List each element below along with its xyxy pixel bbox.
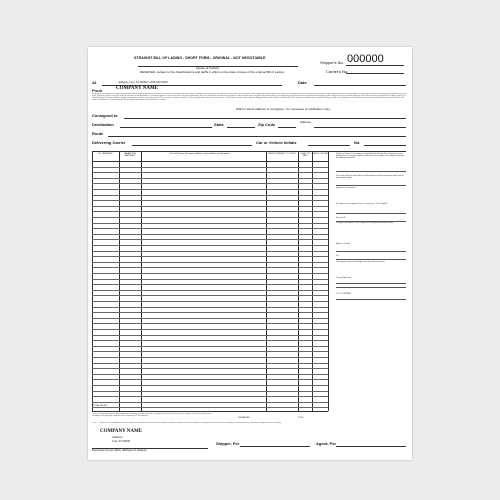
table-row[interactable] <box>92 307 328 308</box>
side-note-line[interactable] <box>336 251 406 252</box>
table-row[interactable] <box>92 195 328 196</box>
total-pieces-label: TOTAL PIECES <box>93 405 108 407</box>
destination-label: Destination <box>92 122 114 127</box>
from-address: Address, City, ST 00000 1-000-000-0000 <box>118 80 168 84</box>
column-header-packages: NO. PACKAGES <box>98 153 113 155</box>
consigned-label: Consigned to <box>92 113 118 118</box>
column-header-hazardous: HAZARDOUS MATERIALS <box>124 153 136 158</box>
table-row[interactable] <box>92 340 328 341</box>
bottom-address-2: City, ST 00000 <box>112 439 131 443</box>
table-row[interactable] <box>92 368 328 369</box>
received-text: RECEIVED, subject to the classifications and tariffs in effect on the date of issue of this original Bill of Lading. <box>140 70 285 74</box>
from-label: From <box>92 88 102 93</box>
table-row[interactable] <box>92 206 328 207</box>
shippers-no-value: 000000 <box>347 53 384 65</box>
table-row[interactable] <box>92 172 328 173</box>
table-row[interactable] <box>92 357 328 358</box>
table-row[interactable] <box>92 211 328 212</box>
side-note: If charges are to be prepaid, write or stamp here, "To be Prepaid." <box>336 203 389 205</box>
terms-fine-print: the property described below, in apparent good order, except as noted (contents and condition of contents of packages unknown), marked, consigned, and destined as indicated below, which said carrier (the word carrier being understood throughout this contract as meaning any person or corporation in possession of the property under the contract) agrees to carry to its usual place of delivery at said destination, if on its route, otherwise to deliver to another carrier on the route to said destination. It is mutually agreed, as to each carrier of all or any of said property over all or any portion of said route to destination, and as to each party at any time interested in all or any of said property, that every service to be performed hereunder shall be subject to all the terms and conditions of the Uniform Domestic Straight Bill of Lading set forth (1) in Official, Southern, Western and Illinois Freight Classifications in effect on the date hereof, if this is a rail or a rail-water shipment, or (2) in the applicable motor carrier classification or tariff if this is a motor carrier shipment. Shipper hereby certifies that he is familiar with all the terms and conditions of the said bill of lading, set forth in the classification or tariff which governs the transportation of this shipment, and the said terms and conditions are hereby agreed to by the shipper and accepted for himself and his assigns. <box>92 93 406 102</box>
table-row[interactable] <box>92 183 328 184</box>
table-row[interactable] <box>92 396 328 397</box>
table-row[interactable] <box>92 217 328 218</box>
zip-label: Zip Code <box>258 122 276 127</box>
date-label: Date <box>298 80 307 85</box>
table-row[interactable] <box>92 312 328 313</box>
table-row[interactable] <box>92 335 328 336</box>
signature-label: SIGNATURE <box>238 417 250 419</box>
table-row[interactable] <box>92 273 328 274</box>
table-row[interactable] <box>92 379 328 380</box>
table-row[interactable] <box>92 223 328 224</box>
table-row[interactable] <box>92 329 328 330</box>
side-note-line[interactable] <box>336 171 406 172</box>
table-row[interactable] <box>92 385 328 386</box>
column-header-weight: WEIGHT (SUBJECT TO CORR.) <box>268 153 296 155</box>
side-note-line[interactable] <box>336 299 406 300</box>
car-vehicle-label: Car or Vehicle Initials <box>256 140 297 145</box>
side-note-line[interactable] <box>336 259 406 260</box>
carriers-no-label: Carrier's No. <box>326 69 349 74</box>
side-note: (Signature of Consignor) <box>336 187 356 189</box>
side-note: Subject to Section 7 of conditions of applicable bill of lading, if this shipment is to be delivered to the consignee without recourse on the consignor, the consignor shall sign the following statement: <box>336 153 405 160</box>
table-row[interactable] <box>92 228 328 229</box>
table-row[interactable] <box>92 251 328 252</box>
title-label: TITLE <box>298 417 304 419</box>
table-row[interactable] <box>92 262 328 263</box>
bottom-address-1: Address, <box>112 435 123 439</box>
company-name: COMPANY NAME <box>116 86 159 91</box>
bill-of-lading-sheet <box>88 47 412 460</box>
address-small-label: Address <box>300 120 312 124</box>
at-label: At <box>92 80 97 85</box>
table-row[interactable] <box>92 351 328 352</box>
delivering-carrier-label: Delivering Carrier <box>92 140 126 145</box>
shipper-per-label: Shipper, Per <box>216 441 240 446</box>
table-row[interactable] <box>92 178 328 179</box>
table-row[interactable] <box>92 301 328 302</box>
column-header-class: CLASS OR RATE <box>300 153 310 158</box>
table-row[interactable] <box>92 189 328 190</box>
side-note: Charges Advanced: <box>336 277 352 279</box>
state-label: State <box>214 122 224 127</box>
side-note: (The signature here acknowledges only the amount prepaid.) <box>336 261 385 263</box>
side-note: to apply in prepayment of the charges on the property described hereon. <box>336 222 394 224</box>
table-row[interactable] <box>92 284 328 285</box>
table-row[interactable] <box>92 239 328 240</box>
document-title: STRAIGHT BILL OF LADING - SHORT FORM - ORIGINAL - NOT NEGOTIABLE <box>134 56 266 60</box>
side-note-line[interactable] <box>336 185 406 186</box>
table-row[interactable] <box>92 363 328 364</box>
side-note: C.O.D. SHIPMENT <box>336 293 352 295</box>
table-row[interactable] <box>92 402 328 403</box>
side-note-line[interactable] <box>336 213 406 214</box>
mail-note: (Mail or street address of consignee - For purposes of notification only.) <box>236 107 331 111</box>
table-row[interactable] <box>92 318 328 319</box>
table-row[interactable] <box>92 279 328 280</box>
table-row[interactable] <box>92 167 328 168</box>
side-note: Per <box>336 255 339 257</box>
table-row[interactable] <box>92 374 328 375</box>
column-header-description: Kind of Package, Description of Articles, Special Marks, and Exceptions <box>170 153 230 155</box>
table-row[interactable] <box>92 245 328 246</box>
side-note-line[interactable] <box>336 287 406 288</box>
side-note-line[interactable] <box>336 283 406 284</box>
side-note: The carrier shall not make delivery of this shipment without payment of freight and all other lawful charges. <box>336 175 404 180</box>
note-fine-print: NOTE — Where the rate is dependent on value, shippers are required to state specifically in writing the agreed or declared value of the property. The agreed or declared value of the property is hereby specifically stated by the shipper to be not exceeding <box>92 422 281 424</box>
shippers-no-label: Shipper's No. <box>320 60 344 65</box>
table-row[interactable] <box>92 234 328 235</box>
route-label: Route <box>92 131 104 136</box>
no-label: No. <box>354 140 361 145</box>
table-row[interactable] <box>92 346 328 347</box>
table-row[interactable] <box>92 295 328 296</box>
side-note: (Agent or Cashier) <box>336 243 351 245</box>
column-header-check: CHECK COLUMN <box>312 153 328 155</box>
name-of-carrier-label: (Name of Carrier) <box>196 65 220 70</box>
table-row[interactable] <box>92 290 328 291</box>
table-row[interactable] <box>92 267 328 268</box>
table-row[interactable] <box>92 323 328 324</box>
bottom-company-name: COMPANY NAME <box>100 429 143 434</box>
table-row[interactable] <box>92 200 328 201</box>
table-row[interactable] <box>92 391 328 392</box>
certification-fine-print: This is to certify that the above named materials are properly classified, described, packaged, marked and labeled, and are in proper condition for transportation according to the applicable regulations of the Department of Transportation. <box>92 413 212 418</box>
agent-per-label: Agent, Per <box>316 441 337 446</box>
side-note: Received $ <box>336 217 345 219</box>
permanent-address-label: Permanent post office address of shipper <box>92 448 147 452</box>
table-row[interactable] <box>92 256 328 257</box>
table-row[interactable] <box>92 407 328 408</box>
